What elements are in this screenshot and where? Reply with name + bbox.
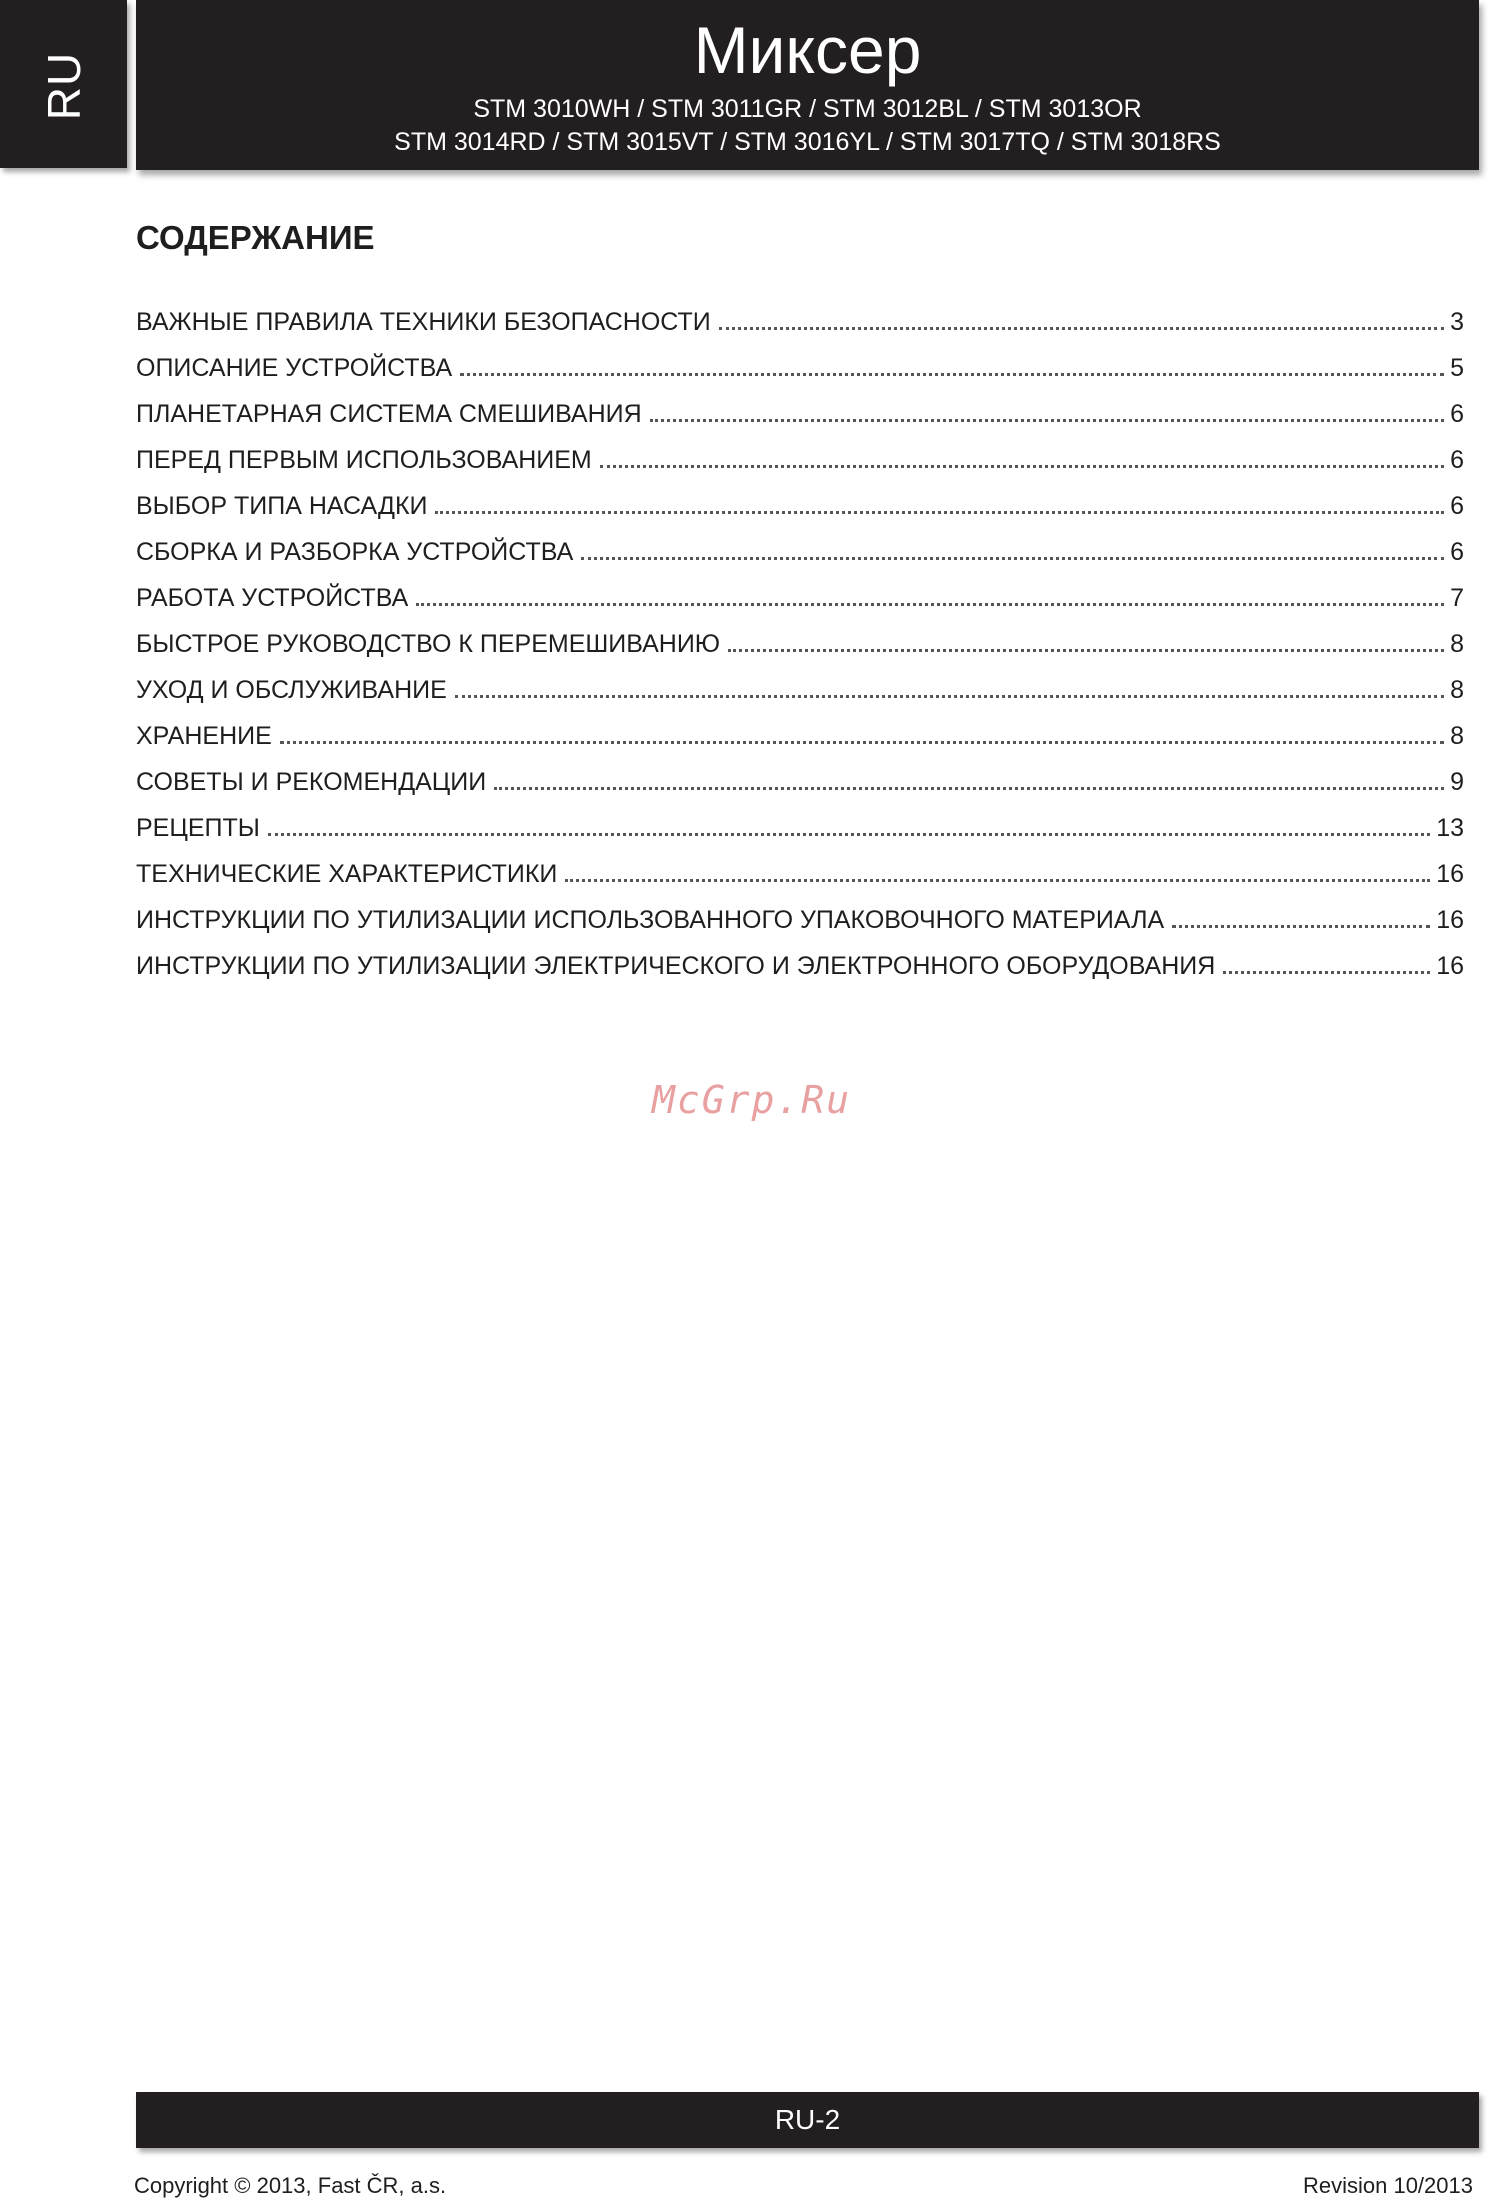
document-header [136,0,1479,170]
toc-dot-leader [1223,971,1430,974]
toc-entry-label: ОПИСАНИЕ УСТРОЙСТВА [136,354,453,382]
toc-dot-leader [494,787,1444,790]
toc-entry-page: 8 [1450,722,1464,750]
toc-entry-label: ИНСТРУКЦИИ ПО УТИЛИЗАЦИИ ЭЛЕКТРИЧЕСКОГО И ЭЛЕКТРОННОГО ОБОРУДОВАНИЯ [136,952,1216,980]
toc-row[interactable] [136,536,1464,582]
toc-dot-leader [435,511,1444,514]
toc-row[interactable] [136,812,1464,858]
toc-row[interactable] [136,904,1464,950]
toc-dot-leader [268,833,1430,836]
toc-entry-page: 3 [1450,308,1464,336]
toc-entry-page: 6 [1450,492,1464,520]
copyright-text: Copyright © 2013, Fast ČR, a.s. [134,2173,447,2198]
toc-row[interactable] [136,582,1464,628]
toc-row[interactable] [136,720,1464,766]
toc-row[interactable] [136,306,1464,352]
toc-entry-page: 9 [1450,768,1464,796]
toc-entry-page: 7 [1450,584,1464,612]
toc-entry-label: ПЕРЕД ПЕРВЫМ ИСПОЛЬЗОВАНИЕМ [136,446,592,474]
toc-dot-leader [600,465,1444,468]
language-tab [0,0,127,168]
toc-entry-page: 8 [1450,630,1464,658]
toc-entry-page: 16 [1436,952,1464,980]
toc-dot-leader [565,879,1430,882]
toc-row[interactable] [136,444,1464,490]
toc-entry-page: 16 [1436,906,1464,934]
toc-row[interactable] [136,858,1464,904]
toc-dot-leader [1172,925,1430,928]
document-title: Миксер [693,13,922,87]
toc-dot-leader [455,695,1444,698]
toc-dot-leader [460,373,1444,376]
toc-row[interactable] [136,628,1464,674]
toc-row[interactable] [136,950,1464,996]
toc-row[interactable] [136,490,1464,536]
toc-heading: СОДЕРЖАНИЕ [136,219,375,256]
toc-entry-page: 16 [1436,860,1464,888]
language-code: RU [37,51,90,121]
toc-entry-label: СОВЕТЫ И РЕКОМЕНДАЦИИ [136,768,487,796]
toc-row[interactable] [136,766,1464,812]
toc-entry-label: ВАЖНЫЕ ПРАВИЛА ТЕХНИКИ БЕЗОПАСНОСТИ [136,308,711,336]
model-list-line-1: STM 3010WH / STM 3011GR / STM 3012BL / STM 3013OR [473,95,1142,123]
toc-entry-label: БЫСТРОЕ РУКОВОДСТВО К ПЕРЕМЕШИВАНИЮ [136,630,721,658]
page-number: RU-2 [774,2104,841,2135]
revision-text: Revision 10/2013 [1302,2173,1473,2198]
toc-entry-label: ВЫБОР ТИПА НАСАДКИ [136,492,428,520]
toc-entry-page: 6 [1450,538,1464,566]
page-number-bar [136,2092,1479,2148]
table-of-contents [136,306,1464,996]
toc-entry-label: СБОРКА И РАЗБОРКА УСТРОЙСТВА [136,538,574,566]
toc-entry-label: РЕЦЕПТЫ [136,814,260,842]
toc-row[interactable] [136,352,1464,398]
toc-entry-label: ИНСТРУКЦИИ ПО УТИЛИЗАЦИИ ИСПОЛЬЗОВАННОГО УПАКОВОЧНОГО МАТЕРИАЛА [136,906,1165,934]
toc-dot-leader [650,419,1444,422]
toc-dot-leader [728,649,1444,652]
toc-dot-leader [719,327,1444,330]
toc-entry-page: 8 [1450,676,1464,704]
toc-entry-page: 6 [1450,446,1464,474]
toc-dot-leader [581,557,1444,560]
model-list-line-2: STM 3014RD / STM 3015VT / STM 3016YL / STM 3017TQ / STM 3018RS [394,128,1221,156]
toc-entry-page: 5 [1450,354,1464,382]
toc-entry-label: ТЕХНИЧЕСКИЕ ХАРАКТЕРИСТИКИ [136,860,558,888]
toc-entry-page: 6 [1450,400,1464,428]
toc-entry-label: РАБОТА УСТРОЙСТВА [136,584,409,612]
toc-dot-leader [416,603,1444,606]
toc-row[interactable] [136,674,1464,720]
toc-entry-label: ПЛАНЕТАРНАЯ СИСТЕМА СМЕШИВАНИЯ [136,400,642,428]
toc-entry-page: 13 [1436,814,1464,842]
toc-entry-label: ХРАНЕНИЕ [136,722,272,750]
toc-entry-label: УХОД И ОБСЛУЖИВАНИЕ [136,676,447,704]
toc-row[interactable] [136,398,1464,444]
toc-dot-leader [280,741,1444,744]
watermark: McGrp.Ru [651,1078,852,1122]
